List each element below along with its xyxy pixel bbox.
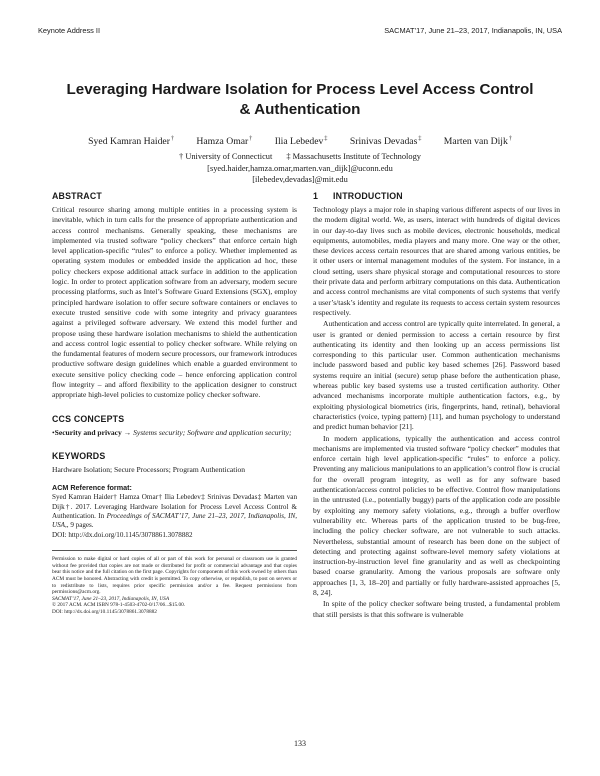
paper-title — [30, 80, 570, 120]
left-column — [52, 190, 297, 616]
acm-reference-doi: DOI: http://dx.doi.org/10.1145/3078861.3078882 — [52, 530, 193, 539]
affiliations — [30, 151, 570, 162]
affiliation-mit: ‡ Massachusetts Institute of Technology — [286, 152, 421, 161]
acm-reference-venue: Proceedings of SACMAT’17, June 21–23, 2017, Indianapolis, IN, USA, — [52, 512, 297, 530]
author-name: Syed Kamran Haider — [88, 136, 170, 147]
running-head-left: Keynote Address II — [38, 26, 101, 35]
permission-copyright: © 2017 ACM. ACM ISBN 978-1-4503-4702-0/17/06...$15.00. — [52, 602, 186, 609]
author-emails — [30, 163, 570, 185]
author-affil-mark: ‡ — [418, 135, 422, 142]
acm-reference-authors: Syed Kamran Haider† Hamza Omar† Ilia Lebedev‡ Srinivas Devadas‡ Marten van Dijk†. 2017. Leveraging Hardware Isolation for Process Level Access Control & Authentication. In — [52, 493, 297, 521]
author-name: Ilia Lebedev — [274, 136, 324, 147]
abstract-heading: ABSTRACT — [52, 191, 102, 201]
author — [88, 136, 174, 148]
author — [196, 136, 252, 148]
author-affil-mark: † — [249, 135, 253, 142]
author-list — [30, 136, 570, 148]
permission-text: Permission to make digital or hard copies of all or part of this work for personal or classroom use is granted without fee provided that copies are not made or distributed for profit or commercial advantage and that copies bear this notice and the full citation on the first page. Copyrights for components of this work owned by others than ACM must be honored. Abstracting with credit is permitted. To copy otherwise, or republish, to post on servers or to redistribute to lists, requires prior specific permission and/or a fee. Request permissions from permissions@acm.org. — [52, 556, 297, 596]
ccs-arrow: → — [123, 427, 132, 437]
running-head — [38, 26, 562, 38]
acm-reference-pages: , 9 pages. — [66, 521, 94, 530]
author-affil-mark: ‡ — [324, 135, 328, 142]
ccs-bold: Security and privacy — [54, 427, 122, 437]
running-head-right: SACMAT’17, June 21–23, 2017, Indianapolis, IN, USA — [384, 26, 562, 35]
permission-venue: SACMAT’17, June 21–23, 2017, Indianapolis, IN, USA — [52, 595, 170, 602]
intro-paragraph-1: Technology plays a major role in shaping various different aspects of our lives in the modern digital world. We, as users, interact with hundreds of digital devices in our day-to-day lives such as mobile devices, electronic households, medical equipments, automobiles, media players and many more. One way or the other, these devices access certain resources that are shared among various entities, be it other users or internal management modules of the system. For instance, in a cloud setting, users share physical storage and computational resources to store their private data and perform arbitrary computations on this data. Authentication and access control mechanisms are vital components of such systems that verify a user’s/task’s identity and regulate its requests to access certain system resources respectively. — [313, 205, 560, 317]
email-line-uconn: [syed.haider,hamza.omar,marten.van_dijk]@uconn.edu — [207, 164, 393, 173]
author — [275, 136, 328, 148]
author — [444, 136, 512, 148]
acm-reference-heading: ACM Reference format: — [52, 483, 132, 493]
introduction-heading — [313, 190, 560, 202]
author-name: Hamza Omar — [196, 136, 249, 147]
page-number: 133 — [294, 739, 306, 748]
author — [350, 136, 422, 148]
right-column — [313, 190, 560, 620]
permission-doi: DOI: http://dx.doi.org/10.1145/3078861.3078882 — [52, 609, 157, 616]
ccs-concepts — [52, 428, 297, 438]
author-affil-mark: † — [508, 135, 512, 142]
acm-reference-text — [52, 493, 297, 540]
keywords-text: Hardware Isolation; Secure Processors; Program Authentication — [52, 464, 246, 474]
abstract-text: Critical resource sharing among multiple entities in a processing system is inevitable, which in turn calls for the presence of appropriate authentication and access control mechanisms. Generally speaking, these mechanisms are implemented via trusted software “policy checkers” that enforce certain high level application-specific “rules” to enforce a policy. Whether implemented as operating system modules or embedded inside the application ad hoc, these policy checkers expose additional attack surface in addition to the application logic. In order to protect application software from an adversary, modern secure processing platforms, such as Intel’s Software Guard Extensions (SGX), employ principled hardware isolation to offer secure software containers or enclaves to execute trusted sensitive code with some integrity and privacy guarantees against a privileged software adversary. We extend this model further and propose using these hardware isolation mechanisms to shield the authentication and access control logic essential to policy checker software. While relying on the fundamental features of modern secure processors, our framework introduces productive software design guidelines which enable a guarded environment to execute sensitive policy checking code – hence enforcing application control flow integrity – and afford flexibility to the application designer to construct appropriate high-level policies to customize policy checker software. — [52, 205, 297, 400]
permission-block — [52, 550, 297, 615]
intro-paragraph-2: Authentication and access control are typically quite interrelated. In general, a user is granted or denied permission to access a certain resource by first authenticating its identity and then looking up an access permissions list corresponding to this particular user. Common authentication mechanisms include password based and public key based schemes [26]. Password based systems require an initial (secure) setup phase before the authentication phase, whereas public key based systems use a trusted certification authority. Other advanced mechanisms incorporate multiple authentication factors, e.g., by exploiting physiological biometrics (iris, fingerprints, hand, retinal), behavioral characteristics (voice, typing pattern) [11], and human psychology to understand and predict human behavior [21]. — [313, 319, 560, 432]
keywords-heading: KEYWORDS — [52, 450, 106, 461]
author-name: Marten van Dijk — [443, 136, 508, 147]
author-name: Srinivas Devadas — [349, 136, 418, 147]
section-title: INTRODUCTION — [333, 191, 403, 201]
paper-title-line2: & Authentication — [239, 101, 361, 118]
paper-title-line1: Leveraging Hardware Isolation for Process Level Access Control — [66, 81, 534, 98]
intro-paragraph-4: In spite of the policy checker software being trusted, a fundamental problem that still persists is that this software is vulnerable — [313, 599, 560, 619]
ccs-heading: CCS CONCEPTS — [52, 413, 125, 424]
ccs-bullet: • — [52, 427, 55, 437]
email-line-mit: [ilebedev,devadas]@mit.edu — [252, 175, 348, 184]
intro-paragraph-3: In modern applications, typically the authentication and access control mechanisms are implemented via trusted software “policy checker” modules that enforce certain high level application-specific “rules” to enforce a policy. Preventing any malicious manipulations to an application’s control flow is crucial for the overall program integrity, as well as for any software based authentication/access control policies to be effective. Control flow manipulations in the untrusted (i.e., potentially buggy) parts of the application code are possible by exploiting any memory safety violations, e.g., through a buffer overflow vulnerability etc. Whereas parts of the application trusted to be bug-free, including the policy checker software, are not vulnerable to such attacks. Nevertheless, substantial amount of research has been done on the subject of detecting and protecting against software-level memory safety violations at instruction-by-instruction level fine granularity and as well as checkpointing based coarse granularity. Among the various proposals are software only approaches [1, 3, 18–20] and partially or fully hardware-assisted approaches [5, 8, 24]. — [313, 433, 560, 597]
ccs-italic: Systems security; Software and application security; — [133, 427, 292, 437]
section-number: 1 — [313, 191, 319, 201]
author-affil-mark: † — [170, 135, 174, 142]
affiliation-uconn: † University of Connecticut — [179, 152, 273, 161]
